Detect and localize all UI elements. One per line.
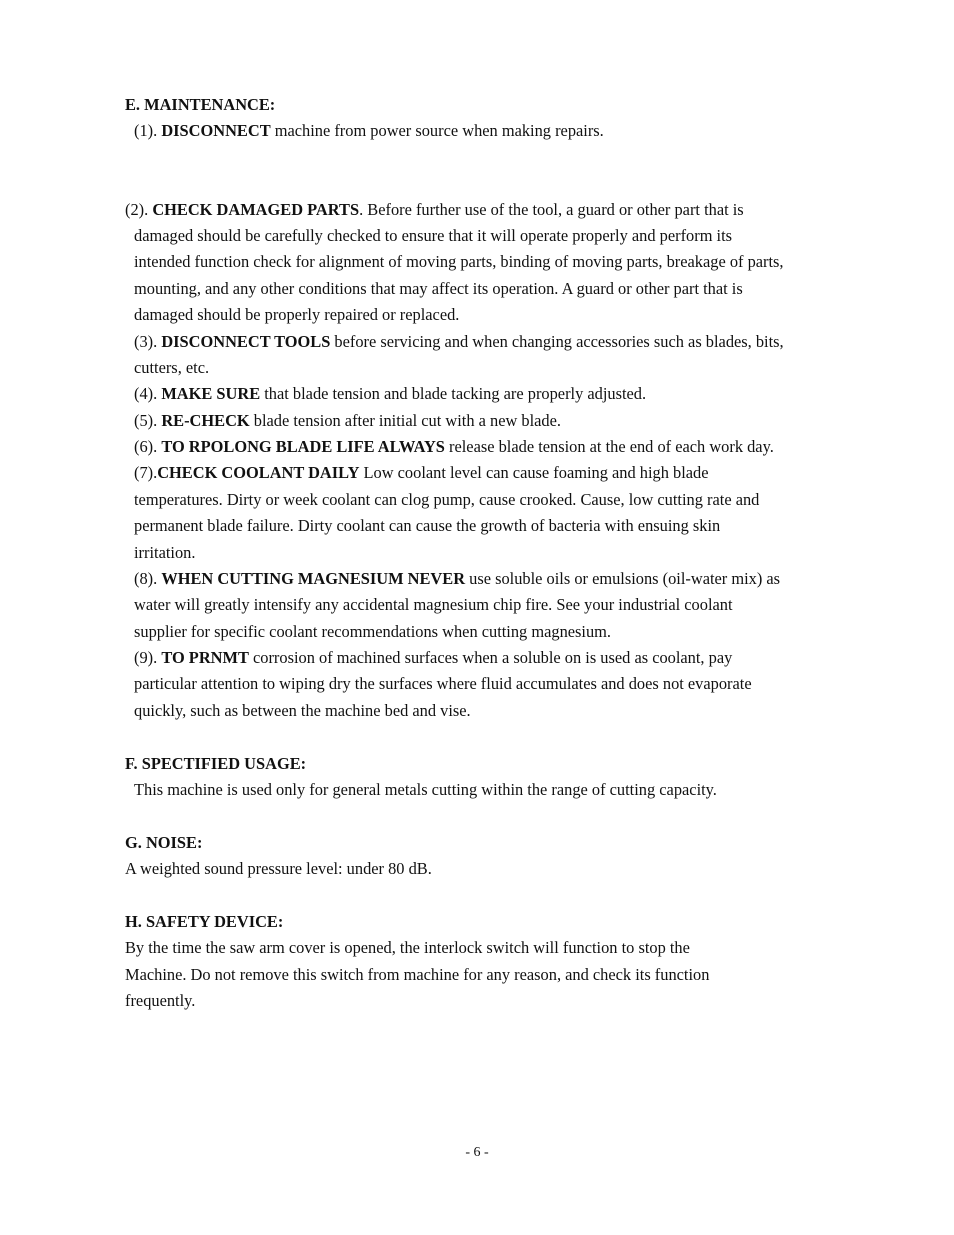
item-lead: TO PRNMT (161, 648, 249, 667)
item-lead: CHECK COOLANT DAILY (157, 463, 360, 482)
item-2-line-5: damaged should be properly repaired or replaced. (134, 305, 460, 324)
maintenance-item-8 (134, 569, 780, 589)
page-number: - 6 - (465, 1145, 489, 1160)
item-number: (3). (134, 332, 158, 351)
noise-heading: G. NOISE: (125, 833, 203, 852)
item-9-line-2: particular attention to wiping dry the surfaces where fluid accumulates and does not evaporate (134, 674, 752, 693)
item-lead: DISCONNECT TOOLS (161, 332, 331, 351)
item-text: that blade tension and blade tacking are properly adjusted. (260, 384, 647, 403)
maintenance-item-9 (134, 648, 732, 668)
item-lead: MAKE SURE (161, 384, 261, 403)
noise-text: A weighted sound pressure level: under 80 dB. (125, 859, 432, 878)
safety-line-3: frequently. (125, 991, 196, 1010)
item-text: use soluble oils or emulsions (oil-water mix) as (465, 569, 781, 588)
item-8-line-3: supplier for specific coolant recommendations when cutting magnesium. (134, 622, 612, 641)
item-text: . Before further use of the tool, a guard or other part that is (359, 200, 744, 219)
item-text: machine from power source when making repairs. (270, 121, 604, 140)
item-3-line-2: cutters, etc. (134, 358, 210, 377)
item-lead: WHEN CUTTING MAGNESIUM NEVER (161, 569, 466, 588)
item-text: release blade tension at the end of each work day. (444, 437, 774, 456)
maintenance-item-4 (134, 384, 646, 404)
item-lead: TO RPOLONG BLADE LIFE ALWAYS (161, 437, 445, 456)
item-lead: DISCONNECT (161, 121, 271, 140)
safety-line-1: By the time the saw arm cover is opened, the interlock switch will function to stop the (125, 938, 690, 957)
item-number: (1). (134, 121, 158, 140)
item-number: (5). (134, 411, 158, 430)
item-7-line-2: temperatures. Dirty or week coolant can clog pump, cause crooked. Cause, low cutting rate and (134, 490, 760, 509)
item-text: blade tension after initial cut with a new blade. (249, 411, 561, 430)
item-number: (6). (134, 437, 158, 456)
item-text: corrosion of machined surfaces when a soluble on is used as coolant, pay (248, 648, 733, 667)
maintenance-item-1 (134, 121, 604, 141)
item-7-line-4: irritation. (134, 543, 196, 562)
usage-text: This machine is used only for general metals cutting within the range of cutting capacity. (134, 780, 717, 799)
item-number: (9). (134, 648, 158, 667)
maintenance-item-6 (134, 437, 774, 457)
item-number: (4). (134, 384, 158, 403)
item-2-line-2: damaged should be carefully checked to ensure that it will operate properly and perform its (134, 226, 733, 245)
maintenance-item-7 (134, 463, 709, 483)
item-8-line-2: water will greatly intensify any accidental magnesium chip fire. See your industrial coolant (134, 595, 733, 614)
safety-line-2: Machine. Do not remove this switch from machine for any reason, and check its function (125, 965, 710, 984)
item-9-line-3: quickly, such as between the machine bed and vise. (134, 701, 471, 720)
item-lead: CHECK DAMAGED PARTS (152, 200, 360, 219)
safety-heading: H. SAFETY DEVICE: (125, 912, 284, 931)
usage-heading: F. SPECTIFIED USAGE: (125, 754, 307, 773)
item-number: (8). (134, 569, 158, 588)
item-text: before servicing and when changing accessories such as blades, bits, (330, 332, 784, 351)
maintenance-heading: E. MAINTENANCE: (125, 95, 276, 114)
maintenance-item-5 (134, 411, 561, 431)
item-2-line-3: intended function check for alignment of moving parts, binding of moving parts, breakage of parts, (134, 252, 784, 271)
maintenance-item-3 (134, 332, 784, 352)
item-7-line-3: permanent blade failure. Dirty coolant can cause the growth of bacteria with ensuing skin (134, 516, 721, 535)
item-number: (2). (125, 200, 149, 219)
item-lead: RE-CHECK (161, 411, 250, 430)
item-text: Low coolant level can cause foaming and high blade (359, 463, 709, 482)
maintenance-item-2 (125, 200, 744, 220)
item-number: (7). (134, 463, 158, 482)
item-2-line-4: mounting, and any other conditions that may affect its operation. A guard or other part that is (134, 279, 743, 298)
